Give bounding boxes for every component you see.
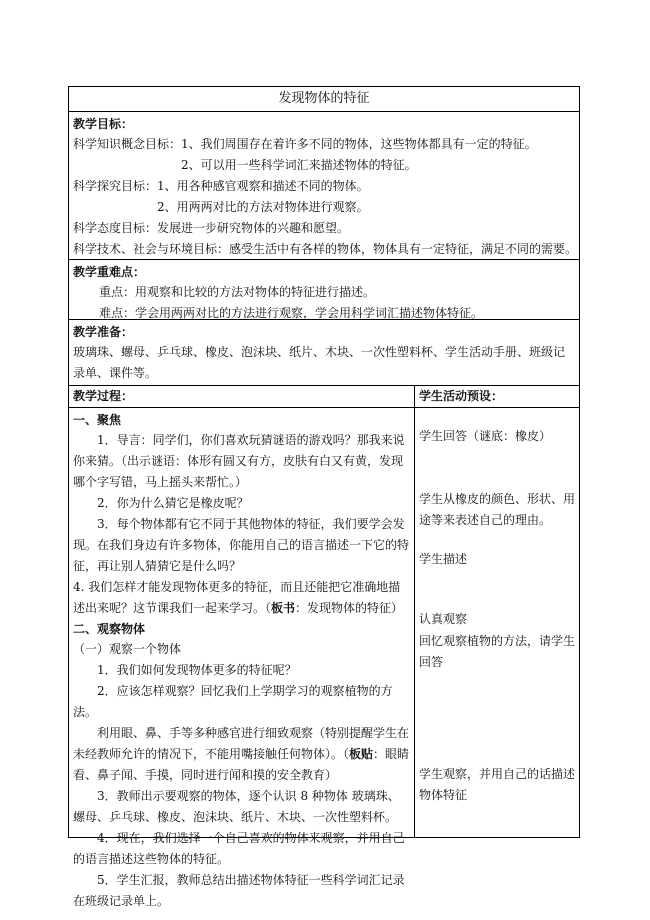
focus-step-4-board: ：发现物体的特征） bbox=[295, 601, 404, 615]
lesson-plan-table bbox=[68, 86, 580, 908]
teaching-process-section bbox=[69, 386, 579, 908]
observe-method bbox=[73, 723, 410, 786]
observe-step-4: 4．现在，我们选择一个自己喜欢的物体来观察，并用自己的语言描述这些物体的特征。 bbox=[73, 831, 405, 866]
preparation-text: 玻璃珠、螺母、乒乓球、橡皮、泡沫块、纸片、木块、一次性塑料杯、学生活动手册、班级记录单、课件等。 bbox=[73, 345, 566, 380]
goal-inquiry-1: 科学探究目标：1、用各种感官观察和描述不同的物体。 bbox=[73, 179, 369, 193]
student-note-recall: 回忆观察植物的方法，请学生回答 bbox=[419, 634, 576, 669]
observe-step-5: 5．学生汇报，教师总结出描述物体特征一些科学词汇记录在班级记录单上。 bbox=[73, 873, 405, 908]
teaching-process-body bbox=[69, 408, 414, 912]
student-note-observe: 认真观察 bbox=[419, 612, 468, 626]
board-stick-label: 板贴 bbox=[349, 747, 374, 761]
focus-step-2: 2．你为什么猜它是橡皮呢？ bbox=[97, 496, 249, 510]
document-title: 发现物体的特征 bbox=[69, 87, 579, 112]
student-note-feature: 学生观察，并用自己的话描述物体特征 bbox=[419, 767, 576, 802]
goal-attitude: 科学态度目标：发展进一步研究物体的兴趣和愿望。 bbox=[73, 221, 350, 235]
student-note-reason: 学生从橡皮的颜色、形状、用途等来表述自己的理由。 bbox=[419, 492, 576, 527]
student-note-describe: 学生描述 bbox=[419, 552, 468, 566]
goal-knowledge-1: 科学知识概念目标：1、我们周围存在着许多不同的物体，这些物体都具有一定的特征。 bbox=[73, 137, 537, 151]
focus-step-1: 1．导言：同学们，你们喜欢玩猜谜语的游戏吗？那我来说你来猜。（出示谜语：体形有圆又有方，皮肤有白又有黄，发现哪个字写错，马上摇头来帮忙。） bbox=[73, 433, 405, 489]
board-label: 板书 bbox=[271, 601, 296, 615]
student-activity-heading: 学生活动预设： bbox=[415, 386, 579, 408]
focus-step-3: 3．每个物体都有它不同于其他物体的特征，我们要学会发现。在我们身边有许多物体，你能用自己的语言描述一下它的特征，再让别人猜猜它是什么吗？ bbox=[73, 517, 410, 573]
teaching-goals-heading: 教学目标： bbox=[73, 117, 134, 131]
observe-method-board: ：眼睛看、鼻子闻、手摸，同时进行闻和摸的安全教育） bbox=[73, 747, 410, 782]
observe-subheading: （一）观察一个物体 bbox=[73, 642, 182, 656]
teaching-process-heading: 教学过程： bbox=[69, 386, 414, 408]
observe-method-text: 利用眼、鼻、手等多种感官进行细致观察（特别提醒学生在未经教师允许的情况下，不能用嘴接触任何物体）。（ bbox=[73, 726, 410, 761]
observe-step-3: 3．教师出示要观察的物体，逐个认识 8 种物体 玻璃珠、螺母、乒乓球、橡皮、泡沫块、纸片、木块、一次性塑料杯。 bbox=[73, 789, 400, 824]
observe-step-2: 2．应该怎样观察？回忆我们上学期学习的观察植物的方法。 bbox=[73, 684, 393, 719]
section-observe-heading: 二、观察物体 bbox=[73, 622, 146, 636]
key-difficulty: 难点：学会用两两对比的方法进行观察，学会用科学词汇描述物体特征。 bbox=[99, 306, 484, 320]
teaching-process-column bbox=[69, 386, 415, 908]
student-activity-column bbox=[415, 386, 579, 837]
preparation-section bbox=[69, 320, 579, 386]
goal-inquiry-2: 2、用两两对比的方法对物体进行观察。 bbox=[157, 200, 369, 214]
preparation-heading: 教学准备： bbox=[73, 325, 134, 339]
teaching-goals-section bbox=[69, 112, 579, 260]
focus-step-4 bbox=[73, 577, 410, 619]
goal-sts: 科学技术、社会与环境目标：感受生活中有各样的物体，物体具有一定特征，满足不同的需要。 bbox=[73, 242, 578, 256]
focus-step-4-text: 4. 我们怎样才能发现物体更多的特征，而且还能把它准确地描述出来呢？这节课我们一起来学习。（ bbox=[73, 580, 401, 615]
key-points-section bbox=[69, 260, 579, 320]
key-points-heading: 教学重难点： bbox=[73, 265, 146, 279]
goal-knowledge-2: 2、可以用一些科学词汇来描述物体的特征。 bbox=[181, 158, 417, 172]
student-note-answer: 学生回答（谜底：橡皮） bbox=[419, 429, 552, 443]
section-focus-heading: 一、聚焦 bbox=[73, 413, 122, 427]
observe-step-1: 1．我们如何发现物体更多的特征呢？ bbox=[97, 663, 297, 677]
key-focus: 重点：用观察和比较的方法对物体的特征进行描述。 bbox=[99, 285, 376, 299]
